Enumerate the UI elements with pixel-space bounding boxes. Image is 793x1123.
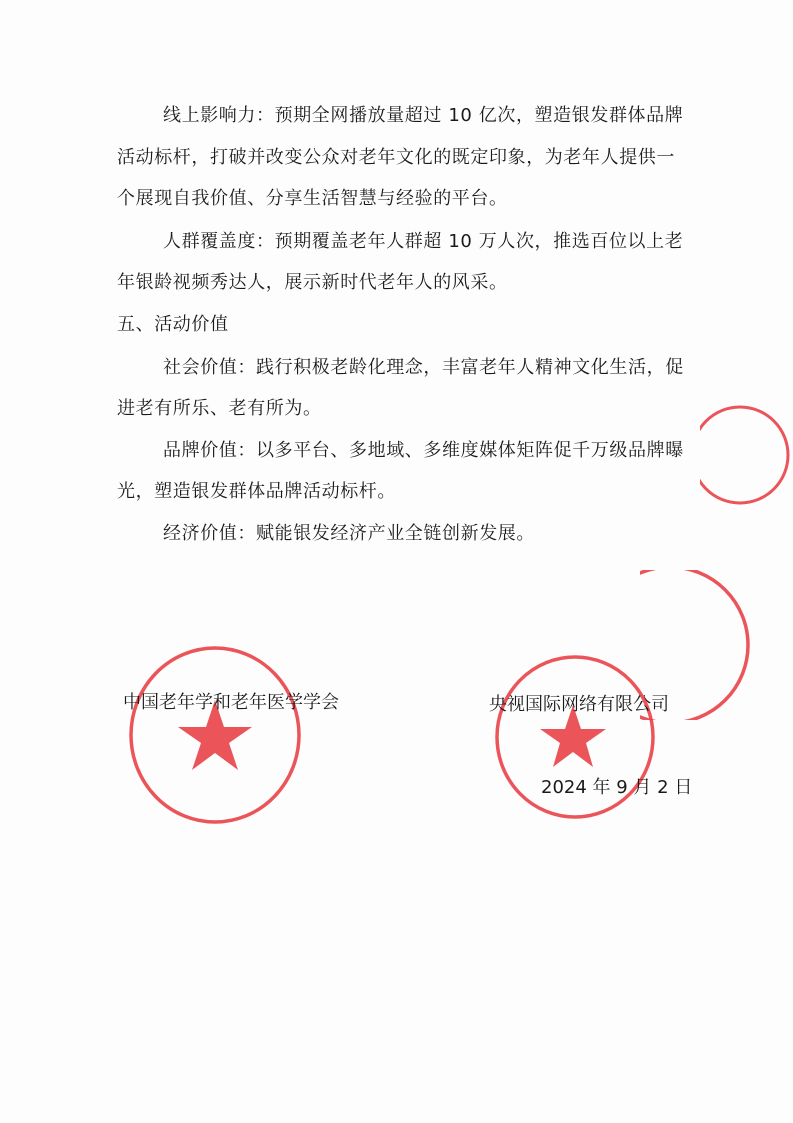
paragraph-line: 活动标杆，打破并改变公众对老年文化的既定印象，为老年人提供一 bbox=[117, 147, 675, 168]
paragraph-line: 年银龄视频秀达人，展示新时代老年人的风采。 bbox=[117, 272, 508, 293]
paragraph-line: 社会价值：践行积极老龄化理念，丰富老年人精神文化生活，促 bbox=[163, 357, 684, 378]
paragraph-line: 光，塑造银发群体品牌活动标杆。 bbox=[117, 481, 396, 502]
partial-seal-top bbox=[700, 400, 793, 510]
left-seal bbox=[125, 645, 305, 825]
paragraph-line: 进老有所乐、老有所为。 bbox=[117, 398, 322, 419]
paragraph-line: 线上影响力：预期全网播放量超过 10 亿次，塑造银发群体品牌 bbox=[163, 105, 684, 126]
right-organization-signature: 央视国际网络有限公司 bbox=[489, 694, 669, 715]
left-organization-signature: 中国老年学和老年医学学会 bbox=[123, 692, 339, 713]
paragraph-line: 个展现自我价值、分享生活智慧与经验的平台。 bbox=[117, 188, 508, 209]
paragraph-line: 人群覆盖度：预期覆盖老年人群超 10 万人次，推选百位以上老 bbox=[163, 231, 684, 252]
section-heading: 五、活动价值 bbox=[117, 314, 229, 335]
signature-date: 2024 年 9 月 2 日 bbox=[541, 777, 693, 798]
paragraph-line: 经济价值：赋能银发经济产业全链创新发展。 bbox=[163, 523, 535, 544]
paragraph-line: 品牌价值：以多平台、多地域、多维度媒体矩阵促千万级品牌曝 bbox=[163, 440, 684, 461]
